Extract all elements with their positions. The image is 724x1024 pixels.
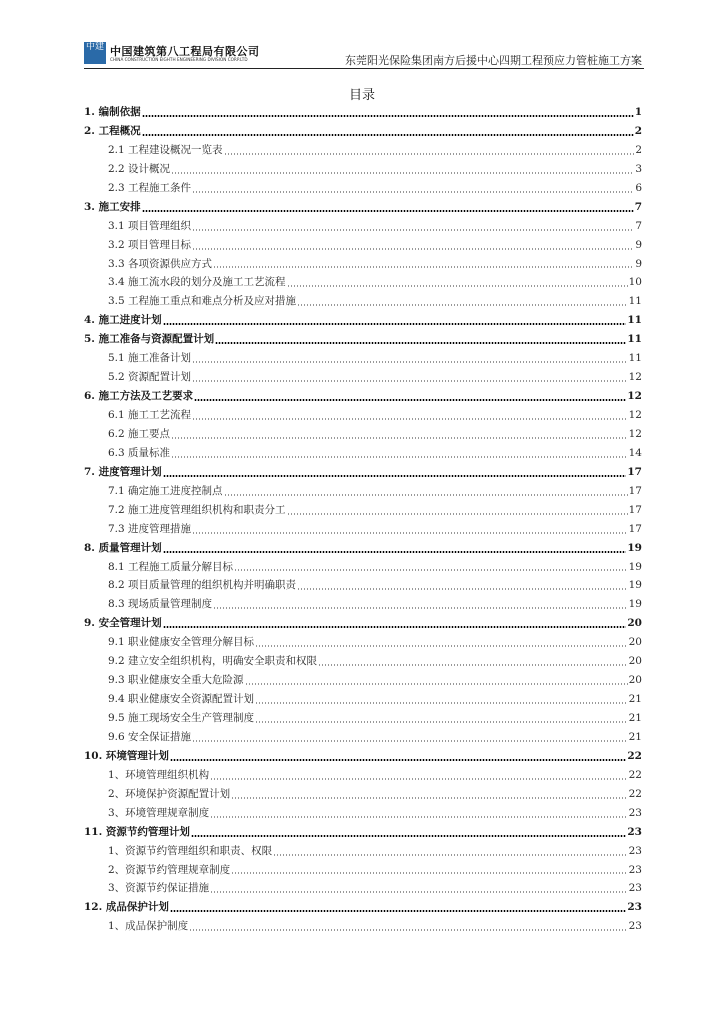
toc-leader-dots (142, 210, 634, 212)
toc-entry-label: 9.3 职业健康安全重大危险源 (108, 674, 244, 687)
toc-entry-label: 5. 施工准备与资源配置计划 (84, 333, 215, 346)
toc-entry-label: 3.2 项目管理目标 (108, 238, 192, 251)
toc-entry-label: 11. 资源节约管理计划 (84, 825, 190, 838)
toc-entry-label: 4. 施工进度计划 (84, 314, 162, 327)
toc-subsection-entry[interactable] (84, 368, 642, 387)
toc-subsection-entry[interactable] (84, 255, 642, 274)
toc-leader-dots (213, 607, 628, 609)
toc-leader-dots (142, 115, 634, 117)
toc-subsection-entry[interactable] (84, 633, 642, 652)
toc-section-entry[interactable] (84, 198, 642, 217)
toc-entry-label: 2.1 工程建设概况一览表 (108, 143, 223, 156)
toc-entry-label: 3.4 施工流水段的划分及施工工艺流程 (108, 276, 286, 289)
toc-leader-dots (192, 248, 634, 250)
company-name-en: CHINA CONSTRUCTION EIGHTH ENGINEERING DIVISION CORP.LTD (110, 57, 248, 62)
toc-entry-page: 10 (628, 276, 642, 289)
toc-leader-dots (255, 645, 628, 647)
toc-entry-page: 17 (628, 503, 642, 516)
toc-entry-label: 1. 编制依据 (84, 106, 141, 118)
toc-entry-label: 7.1 确定施工进度控制点 (108, 484, 223, 497)
toc-leader-dots (215, 342, 626, 344)
toc-entry-page: 12 (627, 390, 642, 403)
toc-subsection-entry[interactable] (84, 558, 642, 577)
toc-leader-dots (192, 229, 634, 231)
toc-leader-dots (142, 134, 634, 136)
toc-subsection-entry[interactable] (84, 576, 642, 595)
toc-entry-page: 20 (627, 617, 642, 630)
toc-entry-page: 9 (635, 238, 642, 251)
toc-leader-dots (163, 475, 627, 477)
toc-entry-page: 19 (628, 579, 642, 592)
toc-leader-dots (210, 778, 627, 780)
toc-subsection-entry[interactable] (84, 861, 642, 880)
toc-leader-dots (231, 797, 627, 799)
toc-section-entry[interactable] (84, 898, 642, 917)
toc-entry-page: 22 (627, 749, 642, 762)
toc-entry-label: 3.1 项目管理组织 (108, 219, 192, 232)
table-of-contents (84, 103, 642, 936)
toc-entry-page: 21 (628, 712, 642, 724)
toc-section-entry[interactable] (84, 311, 642, 330)
toc-section-entry[interactable] (84, 387, 642, 406)
toc-leader-dots (210, 816, 627, 818)
toc-subsection-entry[interactable] (84, 785, 642, 804)
toc-subsection-entry[interactable] (84, 141, 642, 160)
toc-entry-page: 14 (628, 446, 642, 459)
toc-leader-dots (192, 740, 628, 742)
toc-subsection-entry[interactable] (84, 292, 642, 311)
toc-leader-dots (224, 494, 628, 496)
toc-entry-label: 2、环境保护资源配置计划 (108, 787, 231, 800)
toc-section-entry[interactable] (84, 103, 642, 122)
toc-entry-label: 7.2 施工进度管理组织机构和职责分工 (108, 503, 286, 516)
document-title: 东莞阳光保险集团南方后援中心四期工程预应力管桩施工方案 (345, 54, 642, 67)
toc-subsection-entry[interactable] (84, 671, 642, 690)
toc-subsection-entry[interactable] (84, 652, 642, 671)
toc-leader-dots (297, 588, 628, 590)
toc-subsection-entry[interactable] (84, 690, 642, 709)
toc-entry-page: 2 (635, 143, 642, 156)
toc-subsection-entry[interactable] (84, 236, 642, 255)
toc-entry-page: 19 (628, 598, 642, 611)
toc-entry-label: 5.2 资源配置计划 (108, 371, 192, 384)
toc-entry-page: 12 (628, 371, 642, 384)
toc-subsection-entry[interactable] (84, 879, 642, 898)
toc-entry-label: 9.6 安全保证措施 (108, 730, 192, 743)
toc-leader-dots (213, 266, 634, 268)
toc-entry-page: 23 (628, 920, 642, 933)
toc-leader-dots (192, 380, 628, 382)
toc-entry-page: 2 (634, 124, 642, 137)
company-logo-icon: 中建 (84, 42, 106, 64)
toc-section-entry[interactable] (84, 330, 642, 349)
toc-entry-page: 12 (628, 409, 642, 421)
toc-entry-label: 8.1 工程施工质量分解目标 (108, 560, 234, 573)
toc-entry-label: 8.3 现场质量管理制度 (108, 598, 213, 611)
toc-entry-page: 21 (628, 693, 642, 706)
toc-entry-label: 9.4 职业健康安全资源配置计划 (108, 693, 255, 706)
toc-subsection-entry[interactable] (84, 444, 642, 463)
toc-subsection-entry[interactable] (84, 273, 642, 292)
toc-entry-page: 23 (628, 844, 642, 857)
toc-leader-dots (189, 929, 627, 931)
toc-entry-label: 9.1 职业健康安全管理分解目标 (108, 636, 255, 649)
toc-section-entry[interactable] (84, 614, 642, 633)
toc-subsection-entry[interactable] (84, 501, 642, 520)
toc-subsection-entry[interactable] (84, 179, 642, 198)
toc-entry-page: 11 (627, 333, 642, 346)
toc-entry-page: 22 (628, 768, 642, 781)
toc-section-entry[interactable] (84, 463, 642, 482)
toc-leader-dots (231, 872, 627, 874)
toc-leader-dots (297, 304, 628, 306)
toc-entry-page: 22 (628, 787, 642, 800)
toc-subsection-entry[interactable] (84, 520, 642, 539)
toc-entry-label: 9.2 建立安全组织机构，明确安全职责和权限 (108, 655, 318, 668)
toc-leader-dots (318, 664, 628, 666)
toc-entry-label: 5.1 施工准备计划 (108, 352, 192, 365)
toc-entry-label: 2、资源节约管理规章制度 (108, 863, 231, 876)
toc-subsection-entry[interactable] (84, 217, 642, 236)
toc-entry-page: 20 (628, 655, 642, 668)
toc-entry-label: 6.1 施工工艺流程 (108, 409, 192, 421)
toc-leader-dots (163, 323, 627, 325)
toc-entry-label: 2. 工程概况 (84, 124, 141, 137)
toc-entry-label: 6.2 施工要点 (108, 427, 171, 440)
toc-entry-page: 12 (628, 427, 642, 440)
toc-subsection-entry[interactable] (84, 349, 642, 368)
toc-leader-dots (287, 513, 628, 515)
toc-entry-page: 7 (635, 219, 642, 232)
toc-leader-dots (192, 532, 628, 534)
page-header (84, 40, 644, 69)
toc-entry-page: 19 (627, 541, 642, 554)
toc-leader-dots (192, 191, 634, 193)
toc-entry-page: 17 (628, 484, 642, 497)
toc-subsection-entry[interactable] (84, 709, 642, 728)
toc-entry-label: 1、资源节约管理组织和职责、权限 (108, 844, 273, 857)
toc-entry-page: 19 (628, 560, 642, 573)
toc-entry-page: 1 (634, 106, 642, 118)
company-name-cn: 中国建筑第八工程局有限公司 (110, 45, 260, 58)
toc-entry-page: 20 (628, 674, 642, 687)
toc-entry-page: 11 (628, 352, 642, 365)
toc-entry-label: 3.5 工程施工重点和难点分析及应对措施 (108, 295, 297, 308)
toc-entry-page: 23 (627, 901, 642, 914)
toc-title: 目录 (348, 88, 375, 103)
toc-leader-dots (192, 418, 628, 420)
toc-entry-label: 7.3 进度管理措施 (108, 522, 192, 535)
toc-subsection-entry[interactable] (84, 917, 642, 936)
toc-subsection-entry[interactable] (84, 766, 642, 785)
toc-leader-dots (171, 172, 634, 174)
toc-entry-page: 23 (628, 806, 642, 819)
toc-entry-label: 3. 施工安排 (84, 200, 141, 213)
toc-leader-dots (210, 891, 627, 893)
toc-leader-dots (191, 835, 626, 837)
toc-entry-label: 2.2 设计概况 (108, 162, 171, 175)
toc-leader-dots (170, 759, 626, 761)
toc-subsection-entry[interactable] (84, 804, 642, 823)
toc-leader-dots (273, 854, 627, 856)
toc-entry-label: 12. 成品保护计划 (84, 901, 169, 914)
toc-subsection-entry[interactable] (84, 425, 642, 444)
toc-entry-label: 6.3 质量标准 (108, 446, 171, 459)
toc-entry-page: 7 (634, 200, 642, 213)
toc-entry-label: 1、环境管理组织机构 (108, 768, 210, 781)
toc-entry-label: 8. 质量管理计划 (84, 541, 162, 554)
toc-leader-dots (163, 551, 627, 553)
toc-entry-label: 1、成品保护制度 (108, 920, 189, 933)
toc-entry-label: 2.3 工程施工条件 (108, 181, 192, 194)
toc-subsection-entry[interactable] (84, 595, 642, 614)
toc-section-entry[interactable] (84, 122, 642, 141)
toc-entry-label: 10. 环境管理计划 (84, 749, 169, 762)
toc-entry-page: 9 (635, 257, 642, 270)
toc-subsection-entry[interactable] (84, 406, 642, 425)
toc-entry-label: 3、环境管理规章制度 (108, 806, 210, 819)
toc-leader-dots (192, 361, 628, 363)
toc-leader-dots (287, 285, 628, 287)
toc-leader-dots (245, 683, 628, 685)
toc-entry-label: 9. 安全管理计划 (84, 617, 162, 630)
toc-entry-label: 9.5 施工现场安全生产管理制度 (108, 712, 255, 724)
toc-leader-dots (194, 399, 626, 401)
toc-subsection-entry[interactable] (84, 728, 642, 747)
toc-subsection-entry[interactable] (84, 482, 642, 501)
toc-entry-label: 6. 施工方法及工艺要求 (84, 390, 194, 403)
toc-leader-dots (163, 626, 627, 628)
toc-leader-dots (171, 437, 628, 439)
toc-entry-page: 21 (628, 730, 642, 743)
toc-section-entry[interactable] (84, 823, 642, 842)
toc-leader-dots (170, 910, 626, 912)
toc-entry-page: 23 (628, 863, 642, 876)
toc-entry-page: 17 (627, 465, 642, 478)
toc-leader-dots (255, 721, 628, 723)
toc-entry-page: 11 (628, 295, 642, 308)
toc-entry-label: 8.2 项目质量管理的组织机构并明确职责 (108, 579, 297, 592)
toc-leader-dots (224, 153, 635, 155)
toc-leader-dots (171, 456, 628, 458)
toc-entry-page: 23 (627, 825, 642, 838)
toc-entry-page: 3 (635, 162, 642, 175)
toc-subsection-entry[interactable] (84, 160, 642, 179)
toc-section-entry[interactable] (84, 747, 642, 766)
toc-leader-dots (234, 569, 628, 571)
toc-entry-page: 6 (635, 181, 642, 194)
toc-subsection-entry[interactable] (84, 842, 642, 861)
toc-entry-page: 17 (628, 522, 642, 535)
toc-entry-label: 7. 进度管理计划 (84, 465, 162, 478)
toc-entry-page: 20 (628, 636, 642, 649)
toc-entry-label: 3.3 各项资源供应方式 (108, 257, 213, 270)
toc-section-entry[interactable] (84, 539, 642, 558)
toc-leader-dots (255, 702, 628, 704)
toc-entry-label: 3、资源节约保证措施 (108, 882, 210, 895)
toc-entry-page: 11 (627, 314, 642, 327)
toc-entry-page: 23 (628, 882, 642, 895)
